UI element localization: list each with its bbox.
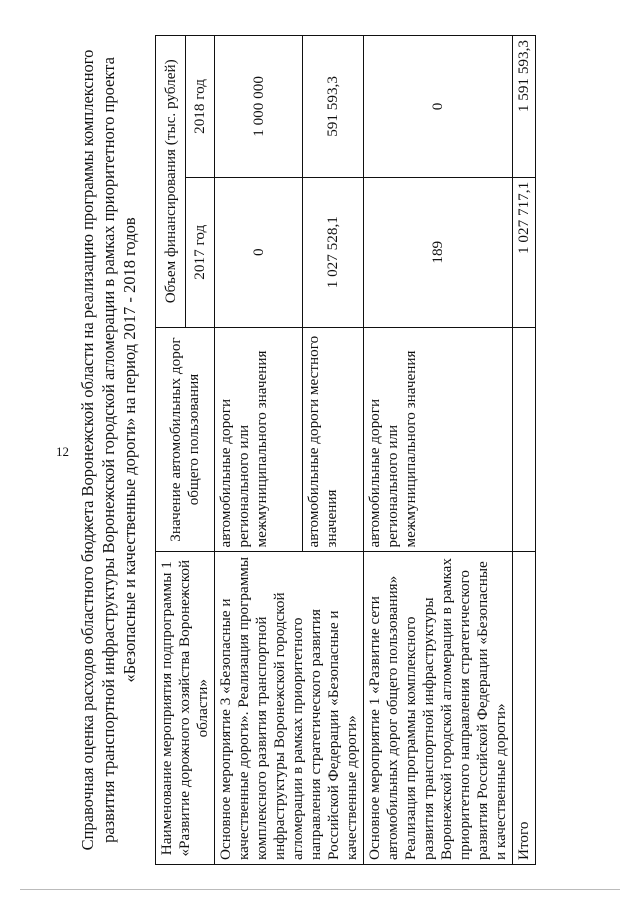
header-funding: Объем финансирования (тыс. рублей) [156,36,186,328]
bottom-divider [20,889,620,890]
row-1b-2017: 1 027 528,1 [303,177,364,327]
table-row [364,36,513,865]
row-2-road: автомобильные дороги регионального или межмуниципального значения [364,327,513,552]
document-title: Справочная оценка расходов областного бюджета Воронежской области на реализацию программы комплексного развития транспортной инфраструктуры Воронежской городской агломерации в рамках приоритетного проекта «Безопасные и качественные дороги» на период 2017 - 2018 годов [78,49,139,851]
total-row [513,36,536,865]
row-2-2018: 0 [364,36,513,178]
row-2-name: Основное мероприятие 1 «Развитие сети автомобильных дорог общего пользования» Реализация программы комплексного развития транспортной инфраструктуры Воронежской городской агломерации в рамках приоритетного направления стратегического развития Российской Федерации «Безопасные и качественные дороги» [364,552,513,865]
page-number: 12 [56,444,69,459]
row-1a-2017: 0 [215,177,303,327]
row-1a-2018: 1 000 000 [215,36,303,178]
row-1b-2018: 591 593,3 [303,36,364,178]
table-header-row [156,36,186,865]
header-name: Наименование мероприятия подпрограммы 1 «Развитие дорожного хозяйства Воронежской области» [156,552,215,865]
total-2017: 1 027 717,1 [513,177,536,327]
header-road-value: Значение автомобильных дорог общего пользования [156,327,215,552]
rotated-page-content [55,15,615,885]
table-row [215,36,303,865]
row-1b-road: автомобильные дороги местного значения [303,327,364,552]
row-2-2017: 189 [364,177,513,327]
total-empty-cell [513,327,536,552]
funding-table [155,35,536,865]
header-2017: 2017 год [186,177,215,327]
header-2018: 2018 год [186,36,215,178]
row-1-name: Основное мероприятие 3 «Безопасные и качественные дороги». Реализация программы комплексного развития транспортной инфраструктуры Воронежской городской агломерации в рамках приоритетного направления стратегического развития Российской Федерации «Безопасные и качественные дороги» [215,552,364,865]
row-1a-road: автомобильные дороги регионального или межмуниципального значения [215,327,303,552]
total-2018: 1 591 593,3 [513,36,536,178]
total-label: Итого [513,552,536,865]
